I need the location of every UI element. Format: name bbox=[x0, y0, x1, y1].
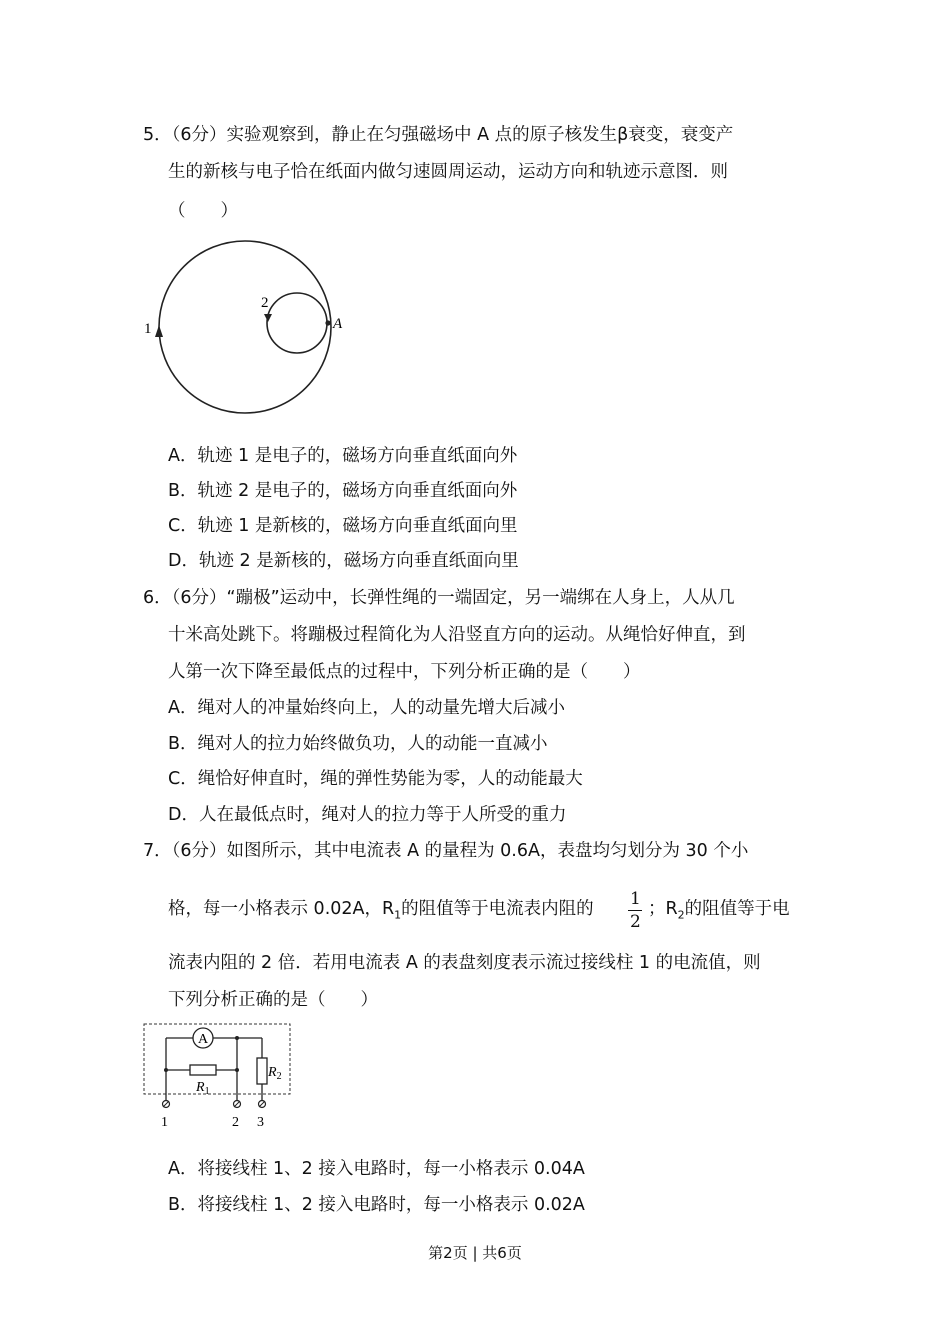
label-1: 1 bbox=[144, 321, 152, 337]
terminal-2-label: 2 bbox=[232, 1115, 239, 1130]
q5-option-a: A．轨迹 1 是电子的，磁场方向垂直纸面向外 bbox=[168, 446, 518, 466]
q5-answer-paren: （ ） bbox=[168, 201, 238, 221]
fraction-numerator: 1 bbox=[630, 889, 641, 909]
q7-line2-part-b: 的阻值等于电流表内阻的 bbox=[401, 899, 594, 919]
q7-stem-line1: 7．（6分）如图所示，其中电流表 A 的量程为 0.6A，表盘均匀划分为 30 个小 bbox=[143, 841, 749, 861]
ammeter-label: A bbox=[198, 1032, 209, 1047]
trajectory-2-arrow-icon bbox=[264, 314, 272, 322]
q6-stem-line2: 十米高处跳下。将蹦极过程简化为人沿竖直方向的运动。从绳恰好伸直，到 bbox=[168, 625, 746, 645]
trajectory-1-arrow-icon bbox=[155, 325, 163, 337]
point-a-dot bbox=[325, 320, 330, 325]
terminal-3-label: 3 bbox=[257, 1115, 264, 1130]
q7-circuit-figure bbox=[140, 1018, 300, 1133]
junction-dot-1 bbox=[164, 1068, 168, 1072]
q7-stem-line2 bbox=[168, 901, 594, 921]
q7-stem-line4: 下列分析正确的是（ ） bbox=[168, 990, 378, 1010]
r1-subscript: 1 bbox=[394, 908, 402, 922]
label-2: 2 bbox=[261, 295, 269, 311]
q5-stem-line1: 5．（6分）实验观察到，静止在匀强磁场中 A 点的原子核发生β衰变，衰变产 bbox=[143, 125, 734, 145]
junction-dot-3 bbox=[235, 1068, 239, 1072]
fraction-bar bbox=[628, 910, 642, 911]
q7-option-b: B．将接线柱 1、2 接入电路时，每一小格表示 0.02A bbox=[168, 1195, 585, 1215]
q5-stem-line2: 生的新核与电子恰在纸面内做匀速圆周运动，运动方向和轨迹示意图．则 bbox=[168, 162, 728, 182]
q6-stem-line3: 人第一次下降至最低点的过程中，下列分析正确的是（ ） bbox=[168, 662, 641, 682]
q7-line2-part-d: 的阻值等于电 bbox=[684, 899, 790, 919]
resistor-r1 bbox=[190, 1065, 216, 1075]
q6-stem-line1: 6．（6分）“蹦极”运动中，长弹性绳的一端固定，另一端绑在人身上，人从几 bbox=[143, 588, 735, 608]
q6-option-c: C．绳恰好伸直时，绳的弹性势能为零，人的动能最大 bbox=[168, 769, 583, 789]
q5-trajectory-figure bbox=[135, 225, 365, 420]
trajectory-1-circle bbox=[159, 241, 331, 413]
q7-line2-part-a: 格，每一小格表示 0.02A，R bbox=[168, 899, 395, 919]
q7-line2-part-c: ；R bbox=[648, 899, 678, 919]
q5-option-b: B．轨迹 2 是电子的，磁场方向垂直纸面向外 bbox=[168, 481, 518, 501]
q5-option-c: C．轨迹 1 是新核的，磁场方向垂直纸面向里 bbox=[168, 516, 518, 536]
label-a: A bbox=[333, 316, 343, 332]
q5-option-d: D．轨迹 2 是新核的，磁场方向垂直纸面向里 bbox=[168, 551, 519, 571]
junction-dot-2 bbox=[235, 1036, 239, 1040]
r2-subscript: 2 bbox=[677, 908, 685, 922]
q6-option-a: A．绳对人的冲量始终向上，人的动量先增大后减小 bbox=[168, 698, 565, 718]
page-footer: 第2页 | 共6页 bbox=[428, 1244, 522, 1262]
q7-option-a: A．将接线柱 1、2 接入电路时，每一小格表示 0.04A bbox=[168, 1159, 585, 1179]
r2-label: $R_2$ bbox=[268, 1065, 282, 1082]
q6-option-b: B．绳对人的拉力始终做负功，人的动能一直减小 bbox=[168, 734, 548, 754]
q6-option-d: D．人在最低点时，绳对人的拉力等于人所受的重力 bbox=[168, 805, 567, 825]
trajectory-2-circle bbox=[267, 293, 327, 353]
fraction-denominator: 2 bbox=[630, 912, 641, 932]
resistor-r2 bbox=[257, 1058, 267, 1084]
r1-label: $R_1$ bbox=[196, 1080, 210, 1097]
q7-stem-line3: 流表内阻的 2 倍．若用电流表 A 的表盘刻度表示流过接线柱 1 的电流值，则 bbox=[168, 953, 761, 973]
terminal-1-label: 1 bbox=[161, 1115, 168, 1130]
q7-stem-line2-end bbox=[648, 901, 790, 921]
